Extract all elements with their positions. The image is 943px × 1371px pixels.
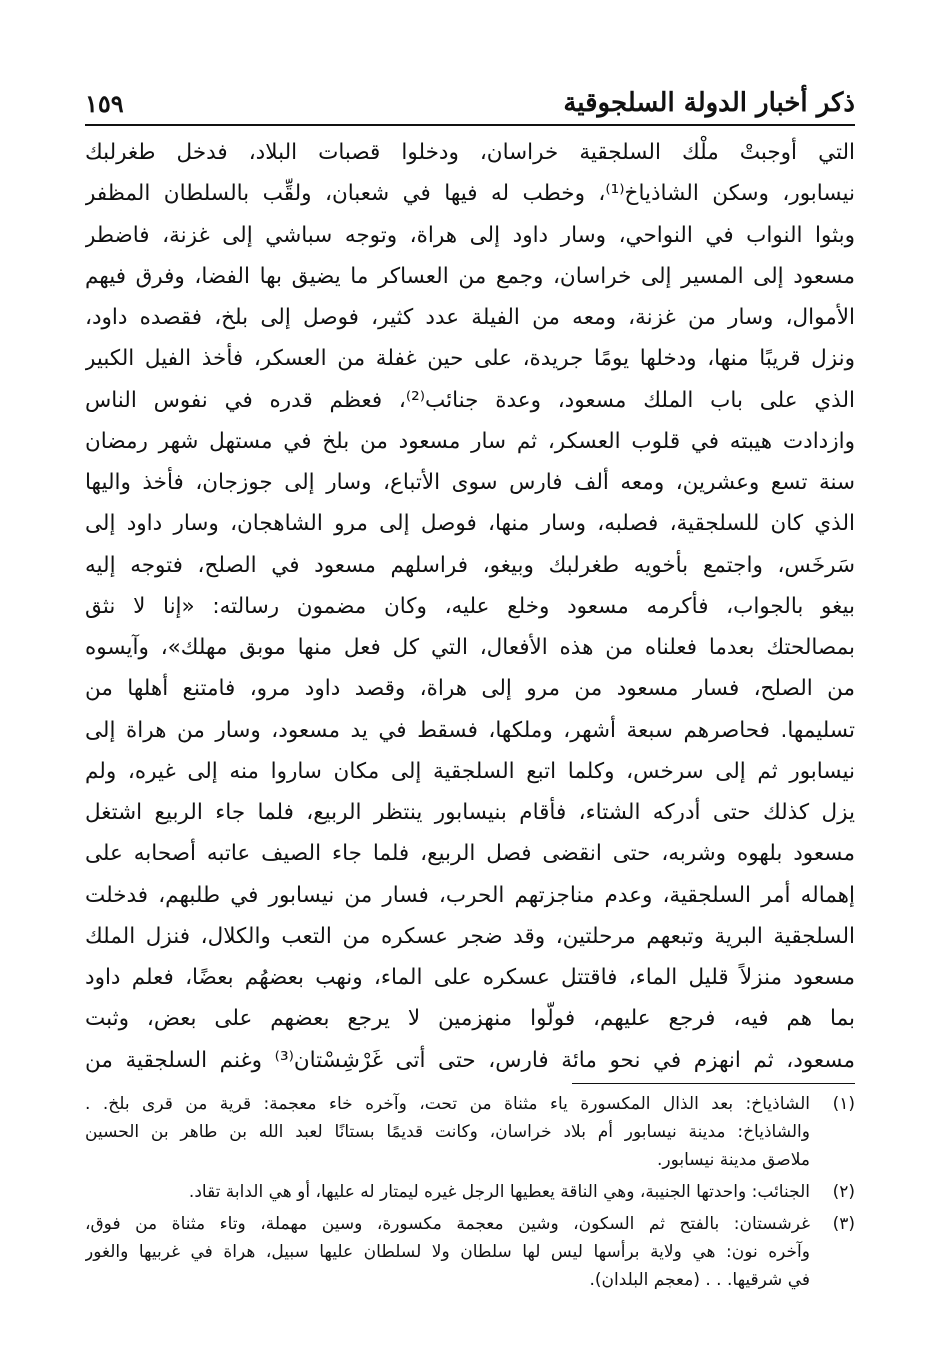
text-line: الذي كان للسلجقية، فصلبه، وسار منها، فوصل إلى مرو الشاهجان، وسار داود إلى (85, 511, 855, 537)
footnote-text (85, 1178, 810, 1206)
footnote-line: في شرقيها. . . (معجم البلدان). (589, 1270, 810, 1290)
text-line: تسليمها. فحاصرهم سبعة أشهر، وملكها، فسقط في يد مسعود، وسار من هراة إلى (85, 717, 855, 743)
footnote-line: غرشستان: بالفتح ثم السكون، وشين معجمة مكسورة، وسين مهملة، وتاء مثناة من فوق، (85, 1214, 810, 1234)
footnote-line: والشاذياخ: مدينة نيسابور أم بلاد خراسان، وكانت قديمًا بستانًا لعبد الله بن طاهر بن الحسين (85, 1122, 810, 1142)
text-line: بيغو بالجواب، فأكرمه مسعود وخلع عليه، وكان مضمون رسالته: «إنا لا نثق (85, 593, 855, 619)
footnote-number: (٢) (832, 1182, 855, 1202)
footnotes (85, 1090, 855, 1298)
footnote-line: الجنائب: واحدتها الجنيبة، وهي الناقة يعطيها الرجل غيره ليمتار له عليها، أو هي الدابة تقاد. (188, 1182, 810, 1202)
text-line: يزل كذلك حتى أدركه الشتاء، فأقام بنيسابور ينتظر الربيع، فلما جاء الربيع اشتغل (85, 800, 855, 825)
text-line: وازدادت هيبته في قلوب العسكر، ثم سار مسعود من بلخ في مستهل شهر رمضان (85, 428, 855, 454)
text-line: سَرخَس، واجتمع بأخويه طغرلبك وبيغو، فراسلهم مسعود في الصلح، فتوجه إليه (85, 552, 855, 578)
text-line: بمصالحتك بعدما فعلناه من هذه الأفعال، التي كل فعل منها موبق مهلك»، وآيسوه (85, 635, 855, 660)
text-line: من الصلح، فسار مسعود من مرو إلى هراة، وقصد داود مرو، فامتنع أهلها من (85, 676, 855, 702)
footnote-1 (85, 1090, 855, 1174)
footnote-separator (572, 1083, 855, 1084)
text-line: التي أوجبتْ ملْك السلجقية خراسان، ودخلوا قصبات البلاد، فدخل طغرلبك (85, 140, 855, 165)
text-line: مسعود منزلاً قليل الماء، فاقتتل عسكره على الماء، ونهب بعضهُم بعضًا، فعلم داود (85, 965, 855, 990)
text-line: ونزل قريبًا منها، ودخلها يومًا جريدة، على حين غفلة من العسكر، فأخذ الفيل الكبير (85, 346, 855, 372)
text-line: سنة تسع وعشرين، ومعه ألف فارس سوى الأتباع، وسار إلى جوزجان، فأخذ واليها (85, 470, 855, 495)
footnote-text (85, 1210, 810, 1294)
text-line: مسعود إلى المسير إلى خراسان، وجمع من العساكر ما يضيق بها الفضا، وفرق فيهم (85, 263, 855, 289)
text-line: نيسابور ثم إلى سرخس، وكلما اتبع السلجقية إلى مكان ساروا منه إلى غيره، ولم (85, 758, 855, 784)
page-number: ١٥٩ (85, 89, 124, 118)
text-line: مسعود بلهوه وشربه، حتى انقضى فصل الربيع، فلما جاء الصيف عاتبه أصحابه على (85, 841, 855, 867)
running-title: ذكر أخبار الدولة السلجوقية (563, 88, 855, 118)
text-line: السلجقية البرية وتبعهم مرحلتين، وقد ضجر عسكره من التعب والكلال، فنزل الملك (85, 923, 855, 949)
text-line: إهماله أمر السلجقية، وعدم مناجزتهم الحرب، فسار من نيسابور في طلبهم، فدخلت (85, 882, 855, 908)
text-line: بما هم فيه، فرجع عليهم، فولّوا منهزمين لا يرجع بعضهم على بعض، وثبت (85, 1006, 855, 1032)
footnote-line: وآخره نون: هي ولاية برأسها ليس لها سلطان ولا لسلطان عليها سبيل، هراة في غربيها والغور (85, 1242, 810, 1262)
text-line: مسعود، ثم انهزم في نحو مائة فارس، حتى أتى غَرْشِسْتان⁽³⁾ وغنم السلجقية من (85, 1047, 855, 1073)
header-rule (85, 124, 855, 126)
footnote-text (85, 1090, 810, 1174)
page-header (85, 78, 855, 118)
footnote-number: (١) (832, 1094, 855, 1114)
footnote-line: الشاذياخ: بعد الذال المكسورة ياء مثناة من تحت، وآخره خاء معجمة: قرية من قرى بلخ. . (85, 1094, 810, 1114)
footnote-3 (85, 1210, 855, 1294)
footnote-line: ملاصق مدينة نيسابور. (656, 1150, 810, 1170)
footnote-number: (٣) (832, 1214, 855, 1234)
text-line: الذي على باب الملك مسعود، وعدة جنائب⁽²⁾، فعظم قدره في نفوس الناس (85, 387, 855, 413)
text-line: وبثوا النواب في النواحي، وسار داود إلى هراة، وتوجه سباشي إلى غزنة، فاضطر (85, 222, 855, 248)
main-text (85, 132, 855, 1081)
text-line: الأموال، وسار من غزنة، ومعه من الفيلة عدد كثير، فوصل إلى بلخ، فقصده داود، (85, 305, 855, 330)
footnote-2 (85, 1178, 855, 1206)
text-line: نيسابور، وسكن الشاذياخ⁽¹⁾، وخطب له فيها في شعبان، ولقِّب بالسلطان المظفر (85, 181, 855, 207)
